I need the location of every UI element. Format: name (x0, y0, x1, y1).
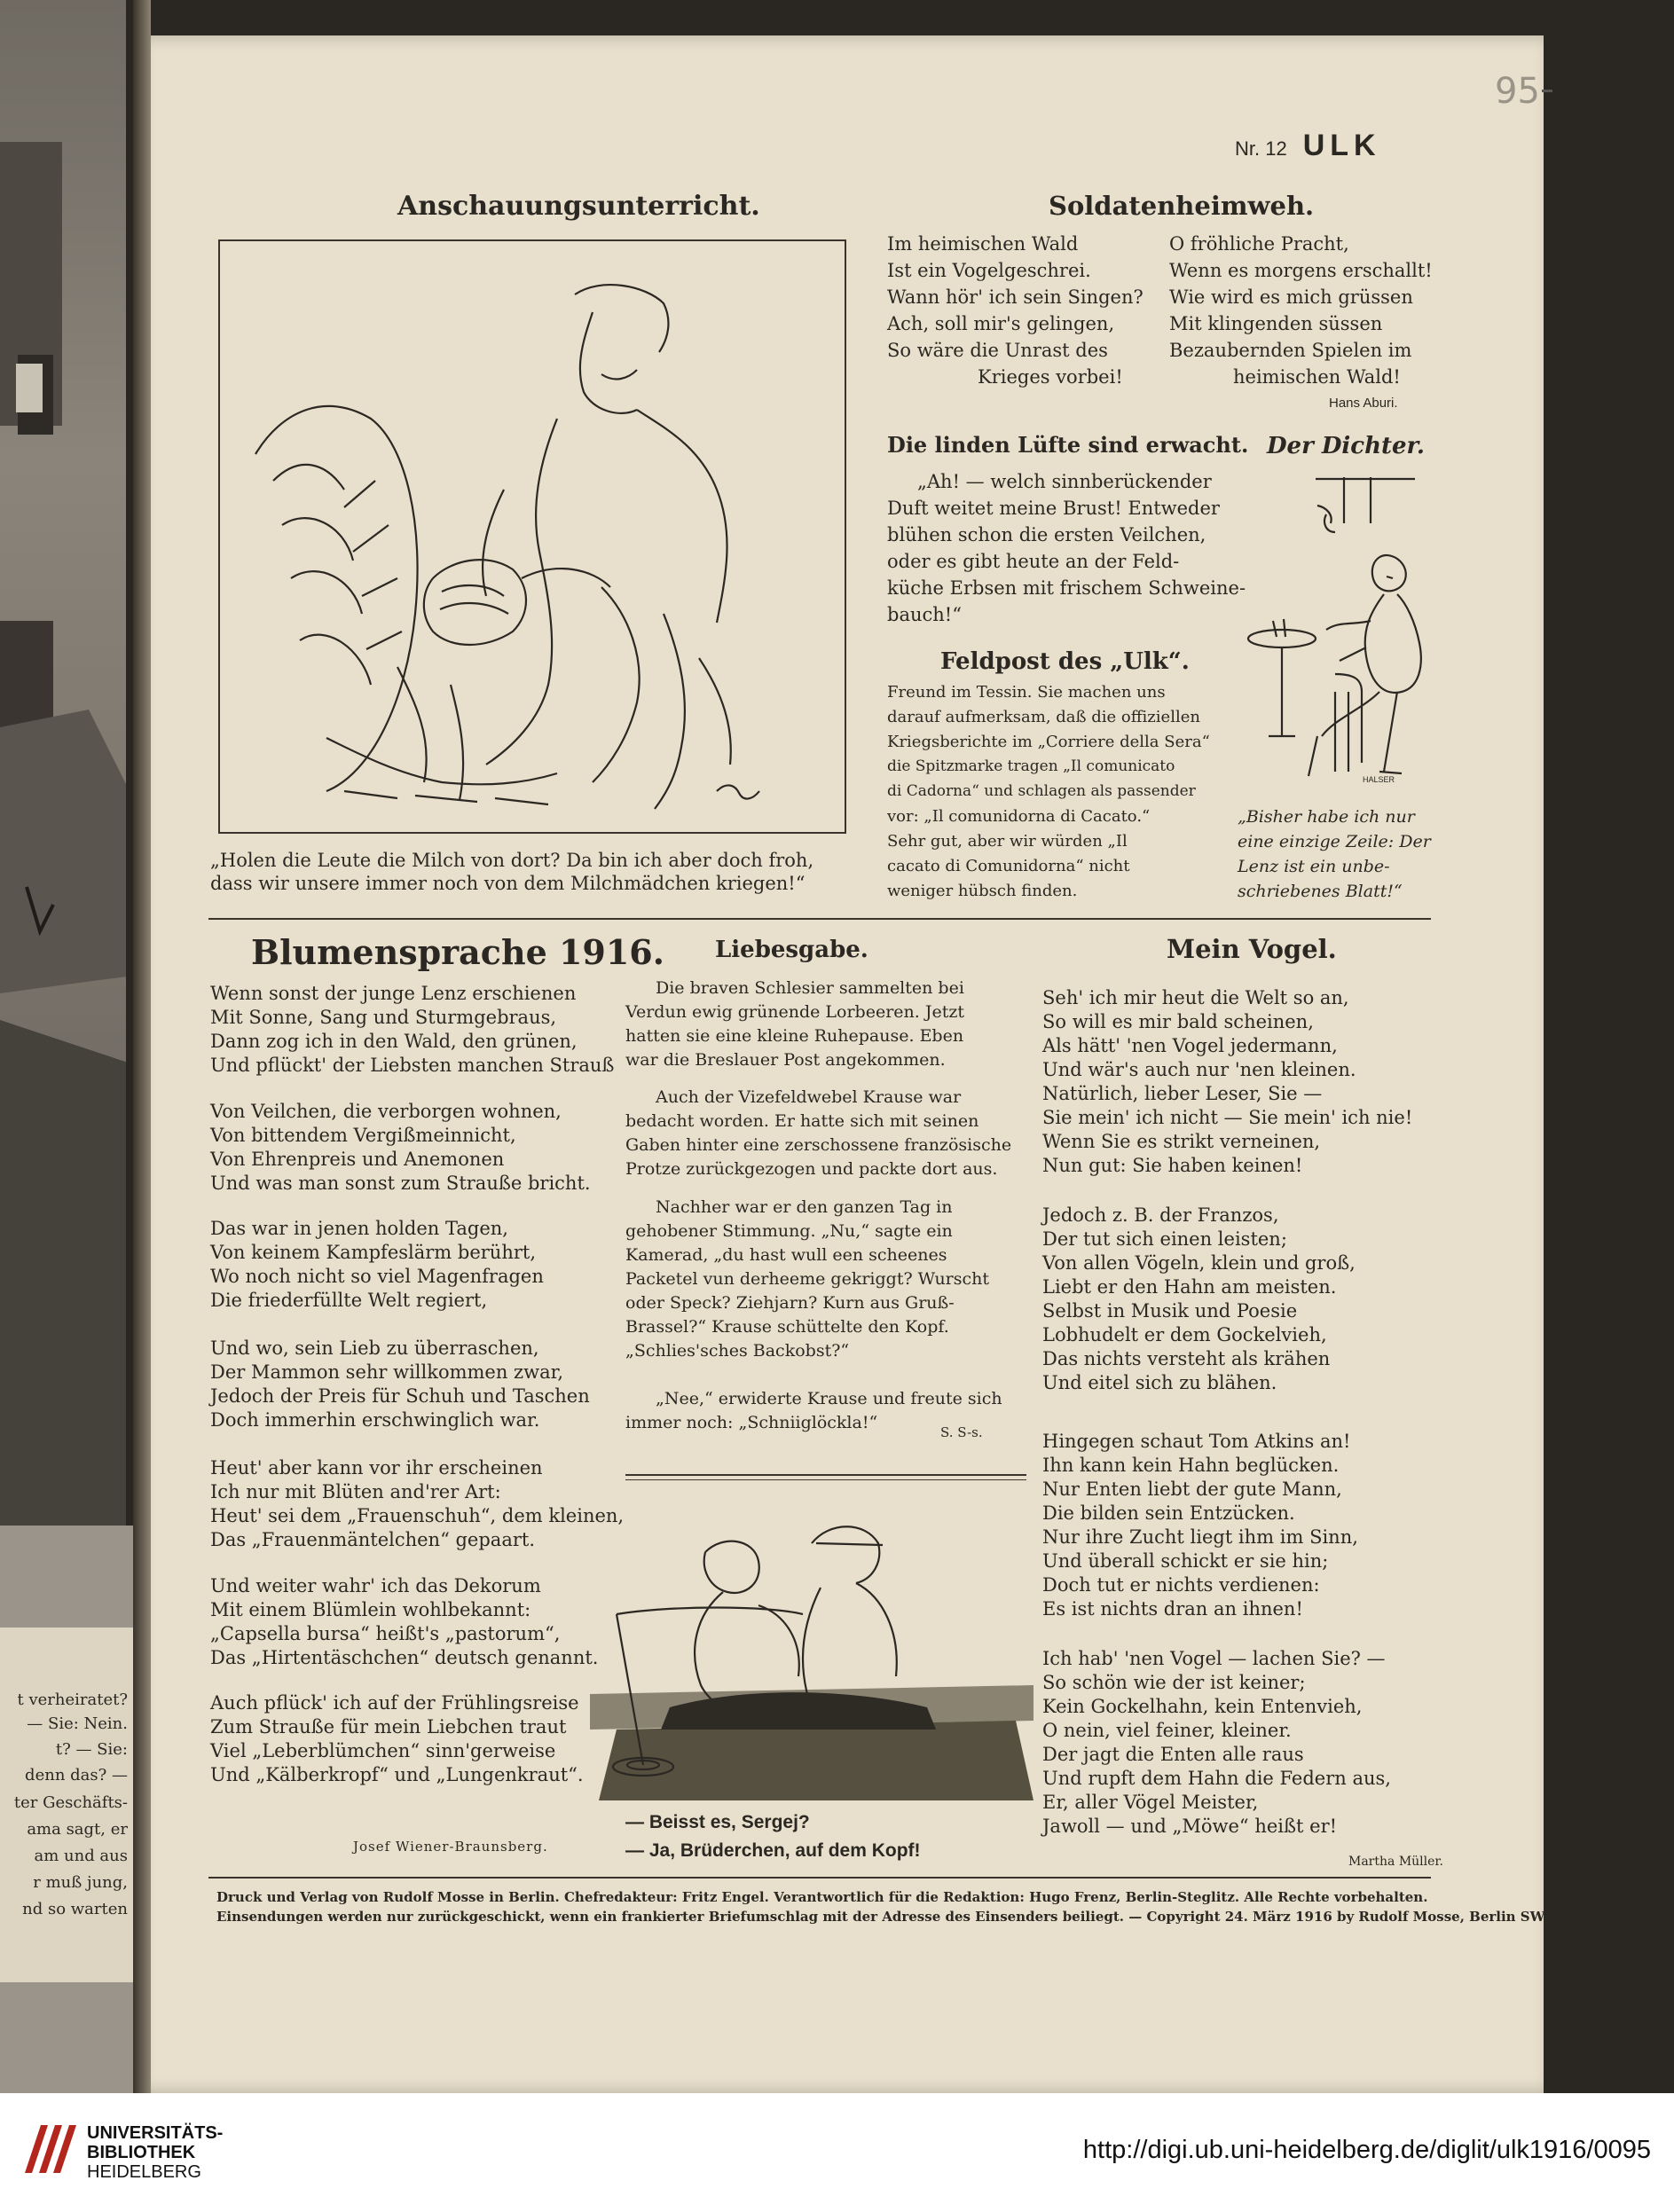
vogel-poem-line: Ich hab' 'nen Vogel — lachen Sie? — (1042, 1648, 1386, 1669)
vogel-poem-line: Seh' ich mir heut die Welt so an, (1042, 987, 1349, 1008)
feldpost-line: di Cadorna“ und schlagen als passender (887, 782, 1196, 800)
rule (625, 1474, 1026, 1476)
imprint-line: Einsendungen werden nur zurückgeschickt, wenn ein frankierter Briefumschlag mit der Adresse des Einsenders beiliegt. — Copyright 24. März 1916 by Rudolf Mosse, Berlin SW. (216, 1909, 1548, 1925)
anschauung-caption-line: „Holen die Leute die Milch von dort? Da bin ich aber doch froh, (210, 850, 814, 871)
vogel-poem-line: Und überall schickt er sie hin; (1042, 1550, 1329, 1572)
linden-line: oder es gibt heute an der Feld- (887, 551, 1180, 572)
vogel-poem-line: Die bilden sein Entzücken. (1042, 1502, 1295, 1524)
vogel-poem-line: So will es mir bald scheinen, (1042, 1011, 1314, 1032)
vogel-poem-line: Der jagt die Enten alle raus (1042, 1744, 1304, 1765)
blumen-poem-line: Von bittendem Vergißmeinnicht, (210, 1125, 516, 1146)
blumen-poem-line: Von keinem Kampfeslärm berührt, (210, 1242, 537, 1263)
fishing-cartoon (590, 1508, 1033, 1800)
soldaten-line: Ist ein Vogelgeschrei. (887, 260, 1091, 281)
pencil-page-number: 95 (1495, 71, 1540, 112)
previous-page-line: — Sie: Nein. (27, 1714, 128, 1733)
previous-page-line: am und aus (34, 1847, 128, 1865)
magazine-title: ULK (1302, 129, 1381, 162)
feldpost-line: Kriegsberichte im „Corriere della Sera“ (887, 733, 1210, 751)
vogel-poem-line: Jedoch z. B. der Franzos, (1042, 1204, 1279, 1226)
blumen-poem-line: Wenn sonst der junge Lenz erschienen (210, 983, 577, 1004)
soldaten-line: Im heimischen Wald (887, 233, 1079, 255)
previous-page-line: nd so warten (22, 1900, 128, 1918)
dichter-title: Der Dichter. (1267, 433, 1425, 459)
previous-page-line: t verheiratet? (17, 1690, 128, 1709)
blumen-author: Josef Wiener-Braunsberg. (353, 1839, 548, 1855)
soldaten-line: Ach, soll mir's gelingen, (887, 313, 1115, 334)
blumen-poem-line: Das war in jenen holden Tagen, (210, 1218, 508, 1239)
blumen-poem-line: Ich nur mit Blüten and'rer Art: (210, 1481, 501, 1502)
linden-line: „Ah! — welch sinnberückender (917, 471, 1212, 492)
vogel-poem-line: Liebt er den Hahn am meisten. (1042, 1276, 1337, 1298)
feldpost-line: Freund im Tessin. Sie machen uns (887, 683, 1166, 702)
previous-page-line: r muß jung, (33, 1873, 128, 1892)
liebesgabe-text-line: Auch der Vizefeldwebel Krause war (656, 1087, 962, 1107)
liebesgabe-text-line: Protze zurückgezogen und packte dort aus. (625, 1159, 998, 1179)
feldpost-line: Sehr gut, aber wir würden „Il (887, 832, 1128, 851)
feldpost-line: die Spitzmarke tragen „Il comunicato (887, 757, 1175, 775)
vogel-poem-line: Ihn kann kein Hahn beglücken. (1042, 1455, 1340, 1476)
feldpost-line: weniger hübsch finden. (887, 882, 1078, 900)
liebesgabe-text-line: immer noch: „Schniiglöckla!“ (625, 1413, 878, 1432)
liebesgabe-text-line: bedacht worden. Er hatte sich mit seinen (625, 1111, 979, 1131)
dichter-illustration (1238, 470, 1433, 798)
vogel-poem-line: Nur ihre Zucht liegt ihm im Sinn, (1042, 1526, 1358, 1548)
page-number-mark (1542, 90, 1552, 92)
liebesgabe-text-line: Die braven Schlesier sammelten bei (656, 978, 964, 998)
blumen-poem-line: Und wo, sein Lieb zu überraschen, (210, 1337, 539, 1359)
linden-line: küche Erbsen mit frischem Schweine- (887, 577, 1246, 599)
liebesgabe-author: S. S-s. (940, 1424, 983, 1440)
anschauung-title: Anschauungsunterricht. (397, 191, 760, 222)
linden-line: Duft weitet meine Brust! Entweder (887, 498, 1220, 519)
blumen-poem-line: Heut' aber kann vor ihr erscheinen (210, 1457, 543, 1479)
vogel-poem-line: Und wär's auch nur 'nen kleinen. (1042, 1059, 1356, 1080)
blumen-poem-line: Und weiter wahr' ich das Dekorum (210, 1575, 541, 1596)
soldaten-line: Wann hör' ich sein Singen? (887, 286, 1144, 308)
library-bar (0, 2093, 1674, 2212)
dichter-caption-line: eine einzige Zeile: Der (1238, 832, 1431, 851)
liebesgabe-text-line: „Nee,“ erwiderte Krause und freute sich (656, 1389, 1002, 1408)
vogel-poem-line: Das nichts versteht als krähen (1042, 1348, 1331, 1369)
soldaten-line: Mit klingenden süssen (1169, 313, 1383, 334)
vogel-poem-line: Der tut sich einen leisten; (1042, 1228, 1287, 1250)
imprint (216, 1887, 1548, 1926)
feldpost-line: darauf aufmerksam, daß die offiziellen (887, 708, 1200, 726)
vogel-poem-line: Natürlich, lieber Leser, Sie — (1042, 1083, 1323, 1104)
linden-line: bauch!“ (887, 604, 962, 625)
issue-header (1235, 129, 1381, 163)
soldaten-line: Wie wird es mich grüssen (1169, 286, 1413, 308)
imprint-line: Druck und Verlag von Rudolf Mosse in Berlin. Chefredakteur: Fritz Engel. Verantwortlich für die Redaktion: Hugo Frenz, Berlin-Steglitz. Alle Rechte vorbehalten. (216, 1889, 1428, 1905)
feldpost-line: cacato di Comunidorna“ nicht (887, 857, 1130, 875)
blumen-poem-line: Die friederfüllte Welt regiert, (210, 1290, 488, 1311)
vogel-poem-line: Er, aller Vögel Meister, (1042, 1792, 1259, 1813)
vogel-poem-line: Es ist nichts dran an ihnen! (1042, 1598, 1303, 1620)
vogel-poem-line: Selbst in Musik und Poesie (1042, 1300, 1298, 1322)
vogel-poem-line: Nur Enten liebt der gute Mann, (1042, 1479, 1342, 1500)
previous-page-line: t? — Sie: (55, 1740, 128, 1759)
soldaten-title: Soldatenheimweh. (1049, 191, 1315, 221)
library-name-line: BIBLIOTHEK (87, 2143, 196, 2162)
vogel-poem-line: Nun gut: Sie haben keinen! (1042, 1155, 1303, 1176)
liebesgabe-text-line: Gaben hinter eine zerschossene französische (625, 1135, 1012, 1155)
vogel-poem-line: Jawoll — und „Möwe“ heißt er! (1042, 1816, 1338, 1837)
blumen-poem-line: Das „Hirtentäschchen“ deutsch genannt. (210, 1647, 599, 1668)
blumen-poem-line: Heut' sei dem „Frauenschuh“, dem kleinen, (210, 1505, 625, 1526)
blumen-poem-line: Von Veilchen, die verborgen wohnen, (210, 1101, 562, 1122)
permalink-url[interactable]: http://digi.ub.uni-heidelberg.de/diglit/ulk1916/0095 (1082, 2136, 1651, 2164)
liebesgabe-text-line: Packetel vun derheeme gekriggt? Wurscht (625, 1269, 990, 1289)
vogel-poem-line: O nein, viel feiner, kleiner. (1042, 1720, 1292, 1741)
book-spine (133, 0, 151, 2102)
anschauung-illustration (218, 239, 846, 834)
blumen-poem-line: Das „Frauenmäntelchen“ gepaart. (210, 1529, 535, 1550)
liebesgabe-text-line: war die Breslauer Post angekommen. (625, 1050, 946, 1070)
vogel-poem-line: Wenn Sie es strikt verneinen, (1042, 1131, 1321, 1152)
blumen-poem-line: Von Ehrenpreis und Anemonen (210, 1149, 505, 1170)
anschauung-caption-line: dass wir unsere immer noch von dem Milchmädchen kriegen!“ (210, 873, 806, 894)
liebesgabe-text-line: gehobener Stimmung. „Nu,“ sagte ein (625, 1221, 953, 1241)
feldpost-title: Feldpost des „Ulk“. (940, 648, 1190, 675)
liebesgabe-text-line: oder Speck? Ziehjarn? Kurn aus Gruß- (625, 1293, 955, 1313)
liebesgabe-text-line: Nachher war er den ganzen Tag in (656, 1197, 953, 1217)
section-divider (208, 918, 1431, 920)
dichter-signature: HALSER (1363, 775, 1395, 784)
blumen-poem-line: Wo noch nicht so viel Magenfragen (210, 1266, 544, 1287)
liebesgabe-text-line: Brassel?“ Krause schüttelte den Kopf. (625, 1317, 949, 1337)
dichter-caption-line: „Bisher habe ich nur (1238, 807, 1415, 827)
linden-line: blühen schon die ersten Veilchen, (887, 524, 1206, 545)
fishing-caption-line: — Beisst es, Sergej? (625, 1812, 810, 1832)
dichter-caption-line: schriebenes Blatt!“ (1238, 882, 1403, 901)
soldaten-author: Hans Aburi. (1329, 396, 1398, 411)
blumen-poem-line: „Capsella bursa“ heißt's „pastorum“, (210, 1623, 561, 1644)
previous-page-line: denn das? — (25, 1766, 128, 1785)
previous-page-line: ama sagt, er (27, 1820, 128, 1839)
vogel-author: Martha Müller. (1348, 1855, 1444, 1869)
vogel-poem-line: Und rupft dem Hahn die Federn aus, (1042, 1768, 1391, 1789)
vogel-poem-line: Und eitel sich zu blähen. (1042, 1372, 1277, 1393)
linden-title: Die linden Lüfte sind erwacht. (887, 432, 1249, 458)
dichter-caption-line: Lenz ist ein unbe- (1238, 857, 1390, 876)
soldaten-line: heimischen Wald! (1233, 366, 1401, 388)
blumen-poem-line: Dann zog ich in den Wald, den grünen, (210, 1031, 578, 1052)
liebesgabe-title: Liebesgabe. (715, 937, 868, 963)
vogel-poem-line: Kein Gockelhahn, kein Entenvieh, (1042, 1696, 1363, 1717)
blumen-poem-line: Mit einem Blümlein wohlbekannt: (210, 1599, 531, 1620)
blumen-poem-line: Auch pflück' ich auf der Frühlingsreise (210, 1692, 579, 1714)
vogel-poem-line: So schön wie der ist keiner; (1042, 1672, 1306, 1693)
previous-page-line: ter Geschäfts- (13, 1793, 128, 1812)
liebesgabe-text-line: Verdun ewig grünende Lorbeeren. Jetzt (625, 1002, 964, 1022)
vogel-poem-line: Lobhudelt er dem Gockelvieh, (1042, 1324, 1327, 1345)
blumen-poem-line: Zum Strauße für mein Liebchen traut (210, 1716, 567, 1737)
soldaten-line: Bezaubernden Spielen im (1169, 340, 1412, 361)
soldaten-line: O fröhliche Pracht, (1169, 233, 1349, 255)
blumen-poem-line: Und was man sonst zum Strauße bricht. (210, 1173, 591, 1194)
rule (625, 1479, 1026, 1480)
vogel-title: Mein Vogel. (1167, 934, 1337, 964)
vogel-poem-line: Doch tut er nichts verdienen: (1042, 1574, 1320, 1596)
liebesgabe-text-line: Kamerad, „du hast wull een scheenes (625, 1245, 947, 1265)
issue-number: Nr. 12 (1235, 137, 1287, 160)
blumen-poem-line: Der Mammon sehr willkommen zwar, (210, 1361, 564, 1383)
soldaten-line: Krieges vorbei! (978, 366, 1123, 388)
vogel-poem-line: Als hätt' 'nen Vogel jedermann, (1042, 1035, 1338, 1056)
library-logo-icon (21, 2122, 78, 2180)
vogel-poem-line: Von allen Vögeln, klein und groß, (1042, 1252, 1356, 1274)
blumen-poem-line: Und „Kälberkropf“ und „Lungenkraut“. (210, 1764, 584, 1785)
previous-page-illustration (0, 0, 133, 1526)
feldpost-line: vor: „Il comunidorna di Cacato.“ (887, 807, 1151, 826)
blumen-poem-line: Und pflückt' der Liebsten manchen Strauß (210, 1055, 615, 1076)
blumen-poem-line: Viel „Leberblümchen“ sinn'gerweise (210, 1740, 556, 1761)
vogel-poem-line: Sie mein' ich nicht — Sie mein' ich nie! (1042, 1107, 1413, 1128)
liebesgabe-text-line: hatten sie eine kleine Ruhepause. Eben (625, 1026, 964, 1046)
library-name (87, 2123, 223, 2182)
blumen-title: Blumensprache 1916. (251, 932, 664, 972)
soldaten-line: Wenn es morgens erschallt! (1169, 260, 1433, 281)
library-name-line: HEIDELBERG (87, 2162, 201, 2182)
soldaten-line: So wäre die Unrast des (887, 340, 1108, 361)
blumen-poem-line: Doch immerhin erschwinglich war. (210, 1409, 540, 1431)
footer-rule (208, 1877, 1431, 1879)
vogel-poem-line: Hingegen schaut Tom Atkins an! (1042, 1431, 1351, 1452)
blumen-poem-line: Jedoch der Preis für Schuh und Taschen (210, 1385, 590, 1407)
liebesgabe-text-line: „Schlies'sches Backobst?“ (625, 1341, 850, 1361)
library-name-line: UNIVERSITÄTS- (87, 2123, 224, 2143)
blumen-poem-line: Mit Sonne, Sang und Sturmgebraus, (210, 1007, 557, 1028)
fishing-caption-line: — Ja, Brüderchen, auf dem Kopf! (625, 1840, 921, 1861)
